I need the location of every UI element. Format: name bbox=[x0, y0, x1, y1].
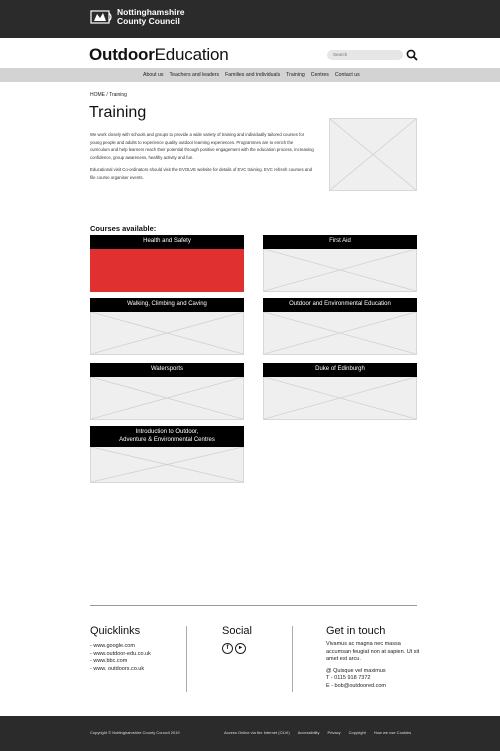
council-name bbox=[117, 8, 185, 26]
social-title: Social bbox=[222, 625, 252, 637]
quicklink[interactable]: - www.bbc.com bbox=[90, 658, 128, 665]
course-title-text: Walking, Climbing and Caving bbox=[127, 301, 207, 308]
course-card-watersports[interactable] bbox=[90, 363, 244, 420]
quicklinks-list bbox=[90, 643, 151, 674]
council-logo[interactable] bbox=[90, 8, 185, 26]
course-title bbox=[263, 363, 417, 377]
contact-details bbox=[326, 641, 426, 691]
course-title-text: Duke of Edinburgh bbox=[315, 366, 365, 373]
contact-phone[interactable]: T - 0115 918 7372 bbox=[326, 675, 371, 682]
quicklink[interactable]: - www.outdoor-edu.co.uk bbox=[90, 650, 151, 657]
course-title-text: Health and Safety bbox=[143, 238, 191, 245]
course-title bbox=[263, 298, 417, 312]
course-title-text: Outdoor and Environmental Education bbox=[289, 301, 391, 308]
page-title: Training bbox=[89, 104, 147, 121]
course-image bbox=[90, 249, 244, 292]
course-title-line1: Introduction to Outdoor, bbox=[135, 429, 199, 435]
course-card-outdoor-environmental-education[interactable] bbox=[263, 298, 417, 355]
course-card-walking-climbing-caving[interactable] bbox=[90, 298, 244, 355]
course-image bbox=[90, 447, 244, 483]
intro-text bbox=[90, 131, 314, 186]
course-image bbox=[263, 377, 417, 420]
course-card-duke-of-edinburgh[interactable] bbox=[263, 363, 417, 420]
site-title-bold: Outdoor bbox=[89, 45, 155, 64]
bottom-link-copyright[interactable]: Copyright bbox=[348, 730, 366, 735]
course-card-intro-outdoor-centres[interactable] bbox=[90, 426, 244, 483]
council-name-line1: Nottinghamshire bbox=[117, 7, 185, 17]
course-title bbox=[90, 235, 244, 249]
course-title bbox=[90, 298, 244, 312]
course-image bbox=[90, 312, 244, 355]
nav-item-about-us[interactable]: About us bbox=[143, 72, 164, 78]
course-title bbox=[90, 426, 244, 447]
course-title bbox=[90, 363, 244, 377]
breadcrumb[interactable]: HOME / Training bbox=[90, 92, 127, 98]
intro-paragraph-1: We work closely with schools and groups to provide a wide variety of training and individually tailored courses for young people and adults to experience quality outdoor learning experiences. Programmes are to enrich the curriculum and help learners reach their potential through positive engagement with the education process, increasing confidence, group awareness, healthy activity and fun. bbox=[90, 132, 314, 160]
bottom-link-olvi[interactable]: Access Online via the Internet (OLVI) bbox=[224, 730, 290, 735]
contact-email[interactable]: E - bob@outdoored.com bbox=[326, 682, 387, 689]
footer-column-divider bbox=[186, 626, 187, 692]
bottom-link-privacy[interactable]: Privacy bbox=[327, 730, 341, 735]
nav-item-families-and-individuals[interactable]: Families and individuals bbox=[225, 72, 281, 78]
top-bar bbox=[0, 0, 500, 38]
course-title-line2: Adventure & Environmental Centres bbox=[119, 436, 215, 443]
quicklinks-title: Quicklinks bbox=[90, 625, 141, 637]
footer-divider-line bbox=[90, 605, 417, 606]
course-title bbox=[263, 235, 417, 249]
course-card-health-and-safety[interactable] bbox=[90, 235, 244, 292]
course-image bbox=[90, 377, 244, 420]
contact-title: Get in touch bbox=[326, 625, 386, 637]
quicklink[interactable]: - www. outdoors.co.uk bbox=[90, 666, 145, 673]
course-title-text: Watersports bbox=[150, 366, 184, 373]
bottom-bar bbox=[0, 716, 500, 751]
contact-twitter[interactable]: @ Quisque vel maximus bbox=[326, 667, 386, 674]
council-name-line2: County Council bbox=[117, 16, 180, 26]
search-input[interactable] bbox=[327, 50, 403, 60]
youtube-icon[interactable]: ▸ bbox=[235, 643, 246, 654]
course-card-first-aid[interactable] bbox=[263, 235, 417, 292]
quicklink[interactable]: - www.google.com bbox=[90, 643, 135, 649]
bottom-link-accessibility[interactable]: Accessibility bbox=[297, 730, 320, 735]
intro-paragraph-2: Educational visit Co-ordinators should visit the EVOLVE website for details of EVC training. EVC refresh courses and file course organiser events. bbox=[90, 167, 313, 180]
site-title-light: Education bbox=[154, 45, 229, 64]
council-crest-icon bbox=[90, 9, 114, 25]
main-nav bbox=[0, 68, 500, 82]
search-icon[interactable] bbox=[406, 48, 418, 60]
bottom-link-cookies[interactable]: How we use Cookies bbox=[373, 730, 412, 735]
copyright-text: Copyright © Nottinghamshire County Council 2019 bbox=[90, 730, 180, 735]
social-icons bbox=[222, 643, 248, 654]
nav-item-contact-us[interactable]: Contact us bbox=[334, 72, 360, 78]
footer-column-divider bbox=[292, 626, 293, 692]
facebook-icon[interactable]: f bbox=[222, 643, 233, 654]
contact-text: Vivamus ac magna nec massa accumsan feugiat non at sapien. Ut sit amet est arcu. bbox=[326, 641, 420, 663]
courses-heading: Courses available: bbox=[90, 224, 157, 233]
course-image bbox=[263, 312, 417, 355]
site-title[interactable] bbox=[89, 45, 228, 65]
site-header bbox=[0, 38, 500, 68]
nav-item-training[interactable]: Training bbox=[286, 72, 305, 78]
course-title-text: First Aid bbox=[329, 238, 351, 245]
nav-item-teachers-and-leaders[interactable]: Teachers and leaders bbox=[169, 72, 220, 78]
course-image bbox=[263, 249, 417, 292]
nav-item-centres[interactable]: Centres bbox=[310, 72, 329, 78]
image-placeholder bbox=[329, 118, 417, 191]
bottom-links bbox=[224, 730, 419, 735]
